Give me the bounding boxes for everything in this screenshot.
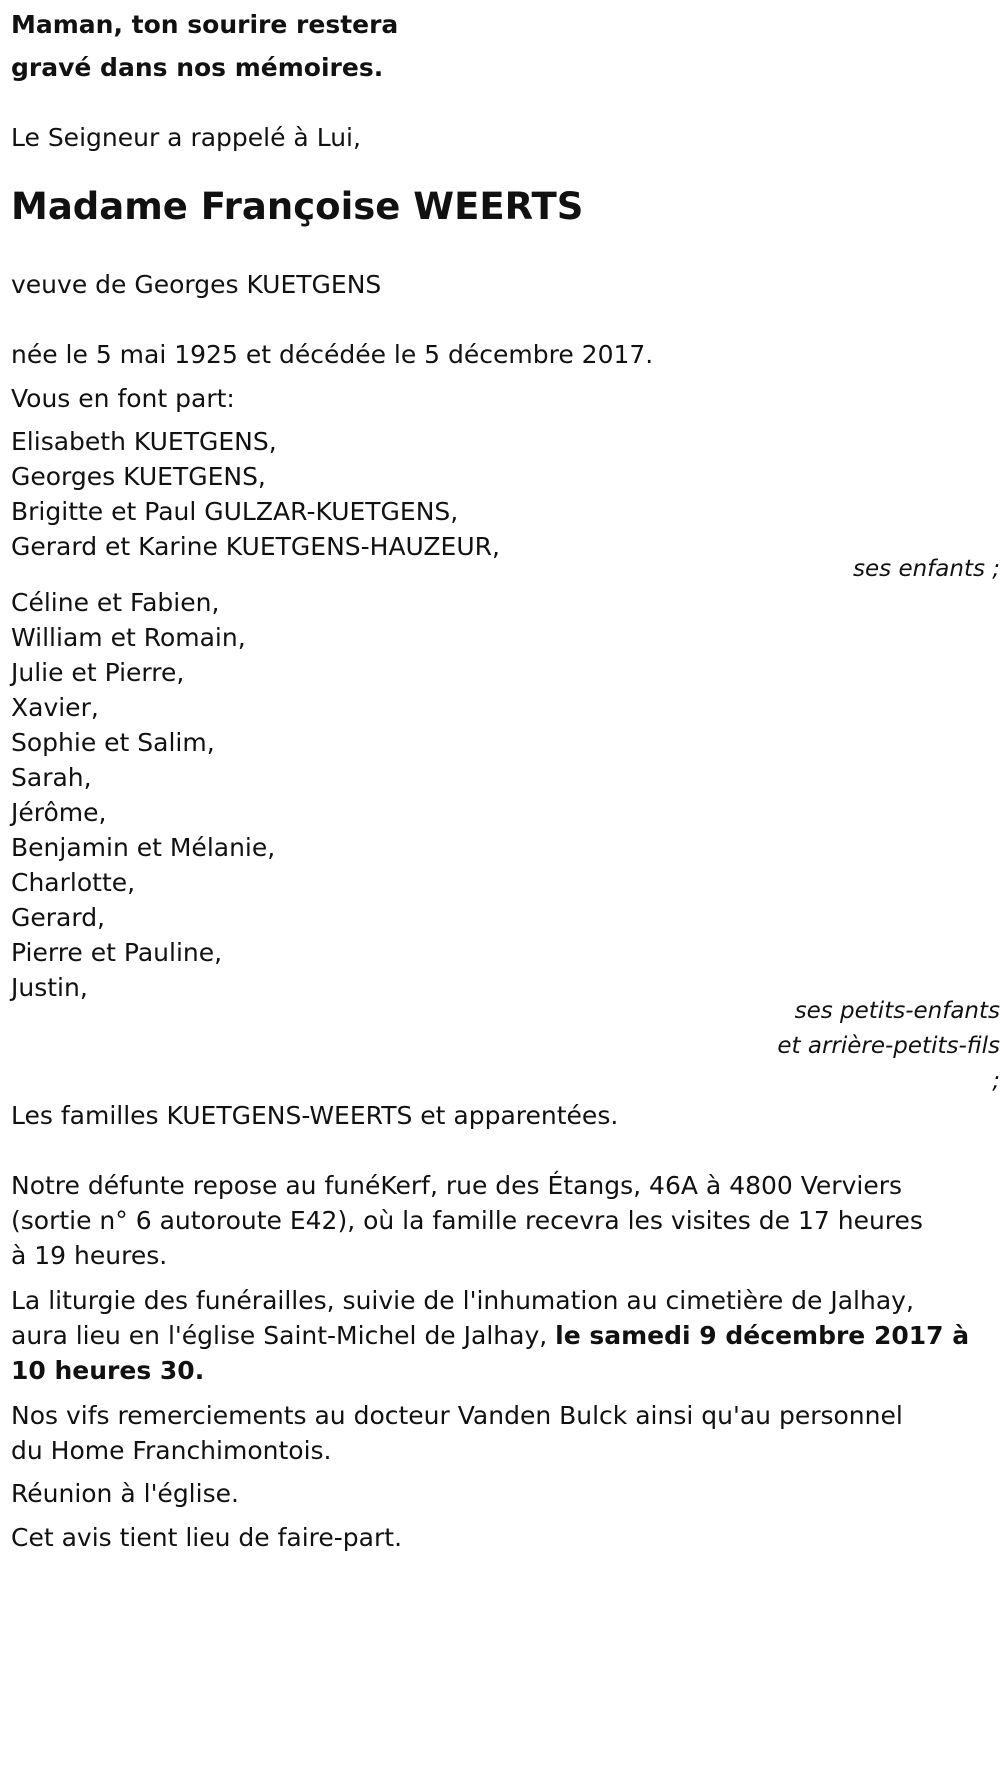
grandchild-item: Jérôme, bbox=[11, 798, 107, 827]
thanks-line-2: du Home Franchimontois. bbox=[11, 1436, 332, 1465]
grandchild-item: Sarah, bbox=[11, 763, 92, 792]
intro-text: Le Seigneur a rappelé à Lui, bbox=[11, 123, 361, 152]
thanks-line-1: Nos vifs remerciements au docteur Vanden Bulck ainsi qu'au personnel bbox=[11, 1401, 903, 1430]
grandchildren-label-line-3: ; bbox=[992, 1068, 1000, 1094]
grandchild-item: William et Romain, bbox=[11, 623, 246, 652]
grandchild-item: Céline et Fabien, bbox=[11, 588, 220, 617]
repose-line-2: (sortie n° 6 autoroute E42), où la famille recevra les visites de 17 heures bbox=[11, 1206, 923, 1235]
grandchild-item: Benjamin et Mélanie, bbox=[11, 833, 276, 862]
families-text: Les familles KUETGENS-WEERTS et apparentées. bbox=[11, 1101, 619, 1130]
meeting-text: Réunion à l'église. bbox=[11, 1479, 239, 1508]
liturgy-location: aura lieu en l'église Saint-Michel de Jalhay, bbox=[11, 1321, 556, 1350]
child-item: Elisabeth KUETGENS, bbox=[11, 427, 277, 456]
liturgy-line-2 bbox=[11, 1316, 969, 1356]
child-item: Gerard et Karine KUETGENS-HAUZEUR, bbox=[11, 532, 500, 561]
child-item: Brigitte et Paul GULZAR-KUETGENS, bbox=[11, 497, 459, 526]
epigraph-line-1: Maman, ton sourire restera bbox=[11, 10, 399, 39]
grandchildren-label-line-2: et arrière-petits-fils bbox=[777, 1033, 1000, 1059]
grandchild-item: Gerard, bbox=[11, 903, 106, 932]
grandchild-item: Sophie et Salim, bbox=[11, 728, 215, 757]
dates-text: née le 5 mai 1925 et décédée le 5 décembre 2017. bbox=[11, 340, 654, 369]
grandchild-item: Justin, bbox=[11, 973, 88, 1002]
liturgy-time: 10 heures 30. bbox=[11, 1356, 205, 1385]
announce-text: Vous en font part: bbox=[11, 384, 235, 413]
liturgy-line-1: La liturgie des funérailles, suivie de l'inhumation au cimetière de Jalhay, bbox=[11, 1286, 914, 1315]
grandchildren-label-line-1: ses petits-enfants bbox=[794, 998, 1000, 1024]
grandchild-item: Xavier, bbox=[11, 693, 99, 722]
repose-line-3: à 19 heures. bbox=[11, 1241, 168, 1270]
grandchild-item: Charlotte, bbox=[11, 868, 136, 897]
epigraph-line-2: gravé dans nos mémoires. bbox=[11, 53, 384, 82]
grandchild-item: Julie et Pierre, bbox=[11, 658, 185, 687]
widow-text: veuve de Georges KUETGENS bbox=[11, 270, 382, 299]
children-label: ses enfants ; bbox=[853, 556, 1000, 582]
liturgy-date: le samedi 9 décembre 2017 à bbox=[555, 1321, 970, 1350]
repose-line-1: Notre défunte repose au funéKerf, rue des Étangs, 46A à 4800 Verviers bbox=[11, 1171, 903, 1200]
closing-text: Cet avis tient lieu de faire-part. bbox=[11, 1523, 403, 1552]
child-item: Georges KUETGENS, bbox=[11, 462, 266, 491]
grandchild-item: Pierre et Pauline, bbox=[11, 938, 223, 967]
deceased-name: Madame Françoise WEERTS bbox=[11, 185, 584, 228]
